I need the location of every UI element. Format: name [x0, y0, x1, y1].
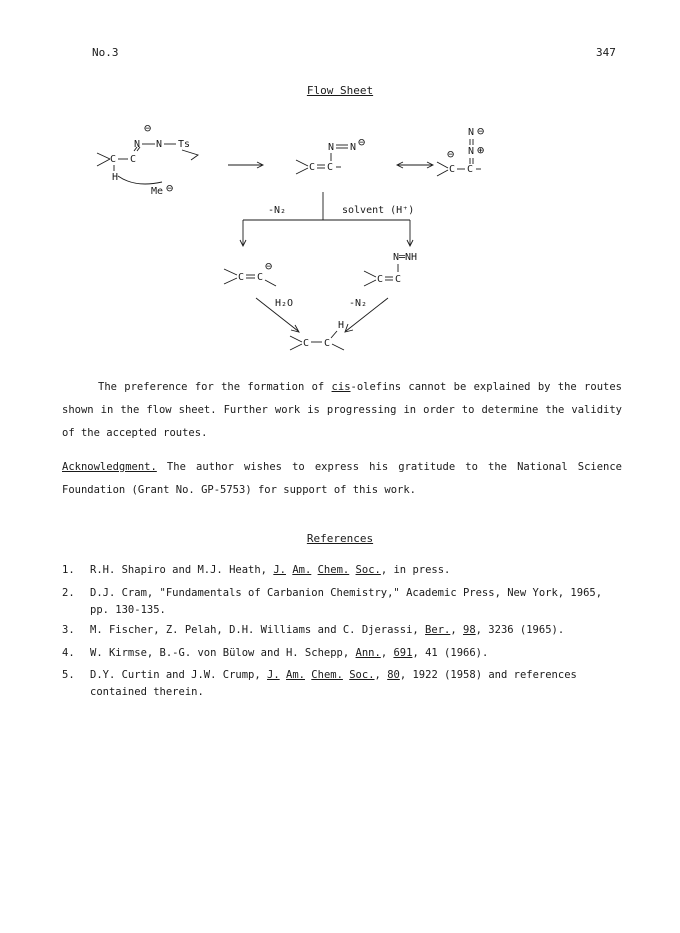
plus-charge-symbol: ⊕	[477, 143, 485, 157]
water-label: H₂O	[275, 298, 294, 309]
reference-text: R.H. Shapiro and M.J. Heath, J. Am. Chem. Soc., in press.	[90, 564, 451, 576]
page-number: 347	[596, 46, 616, 59]
reference-item	[62, 667, 622, 701]
diazo-anion-structure	[296, 135, 365, 174]
olefin-product-structure	[290, 320, 344, 350]
atom-label: N	[156, 139, 163, 150]
atom-label: C	[257, 272, 264, 283]
acknowledgment-label: Acknowledgment.	[62, 461, 157, 473]
atom-label: C	[449, 164, 456, 175]
reference-item	[62, 562, 622, 579]
n-group-label: N═NH	[393, 252, 418, 263]
atom-label: N	[134, 139, 141, 150]
minus-charge-symbol: ⊖	[265, 259, 273, 273]
solvent-label: solvent (H⁺)	[342, 205, 415, 216]
acknowledgment-paragraph: Acknowledgment. The author wishes to express his gratitude to the National Science Foundation (Grant No. GP-5753) for support of this work.	[62, 461, 622, 496]
diazene-structure	[364, 252, 417, 286]
atom-label: C	[130, 154, 137, 165]
diazonium-structure	[437, 124, 484, 176]
reference-number: 1.	[62, 564, 75, 576]
atom-label: N	[328, 142, 335, 153]
atom-label: C	[238, 272, 245, 283]
atom-label: C	[303, 338, 310, 349]
reference-number: 4.	[62, 647, 75, 659]
reference-text: M. Fischer, Z. Pelah, D.H. Williams and C. Djerassi, Ber., 98, 3236 (1965).	[90, 624, 565, 636]
paragraph-cis-olefins: The preference for the formation of cis-olefins cannot be explained by the routes shown in the flow sheet. Further work is progressing in order to determine the validity of the accepted routes.	[62, 381, 622, 439]
minus-charge-symbol: ⊖	[166, 181, 174, 195]
atom-label: Ts	[178, 139, 191, 150]
atom-label: C	[324, 338, 331, 349]
reference-text: D.J. Cram, "Fundamentals of Carbanion Chemistry," Academic Press, New York, 1965, pp. 130-135.	[90, 587, 603, 616]
atom-label: C	[327, 162, 334, 173]
reference-item	[62, 645, 622, 662]
minus-charge-symbol: ⊖	[447, 147, 455, 161]
atom-label: C	[377, 274, 384, 285]
reference-item	[62, 585, 622, 619]
references-heading: References	[306, 532, 374, 545]
base-label: Me	[151, 186, 164, 197]
reference-text: W. Kirmse, B.-G. von Bülow and H. Schepp, Ann., 691, 41 (1966).	[90, 647, 489, 659]
reference-number: 5.	[62, 669, 75, 681]
minus-charge-symbol: ⊖	[477, 124, 485, 138]
nitrogen-loss-label: -N₂	[349, 298, 368, 309]
reference-number: 2.	[62, 587, 75, 599]
carbanion-structure	[224, 259, 276, 286]
flow-sheet-diagram	[0, 110, 680, 360]
atom-label: C	[110, 154, 117, 165]
reactant-structure	[97, 121, 198, 197]
minus-charge-symbol: ⊖	[144, 121, 152, 135]
atom-label: C	[395, 274, 402, 285]
atom-label: C	[309, 162, 316, 173]
atom-label: H	[338, 320, 345, 331]
reference-item	[62, 622, 622, 639]
atom-label: N	[350, 142, 357, 153]
atom-label: H	[112, 172, 119, 183]
cis-term: cis	[331, 381, 351, 393]
minus-charge-symbol: ⊖	[358, 135, 366, 149]
loss-of-nitrogen-label: -N₂	[268, 205, 287, 216]
reference-number: 3.	[62, 624, 75, 636]
atom-label: N	[468, 127, 475, 138]
issue-number: No.3	[92, 46, 119, 59]
atom-label: C	[467, 164, 474, 175]
reference-text: D.Y. Curtin and J.W. Crump, J. Am. Chem. Soc., 80, 1922 (1958) and references contained therein.	[90, 669, 577, 698]
atom-label: N	[468, 146, 475, 157]
flow-sheet-title: Flow Sheet	[306, 84, 374, 97]
